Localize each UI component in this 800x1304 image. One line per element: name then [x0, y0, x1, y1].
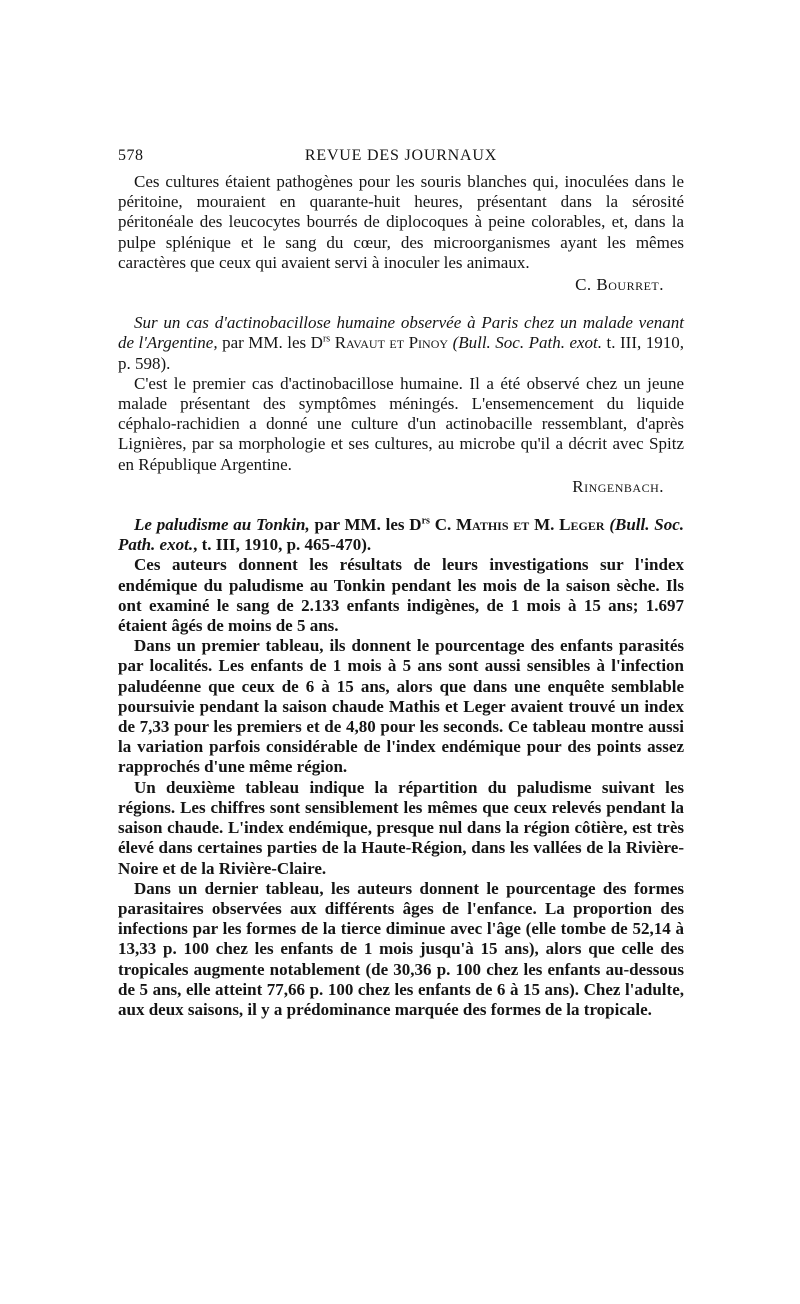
review-bourret: [118, 172, 684, 295]
review-paragraph: Ces cultures étaient pathogènes pour les souris blanches qui, inoculées dans le péritoine, mouraient en quarante-huit heures, présentant dans la sérosité péritonéale des leucocytes bourrés de diplocoques à peine colorables, et, dans la pulpe splénique et le sang du cœur, des microorganismes ayant les mêmes caractères que ceux qui avaient servi à inoculer les animaux.: [118, 172, 684, 272]
article-title: Sur un cas d'actinobacillose humaine observée à Paris chez un malade venant de l'Argentine,: [118, 313, 684, 353]
citation-details: , t. III, 1910, p. 465-470).: [193, 535, 372, 555]
page-header: [118, 146, 684, 172]
review-actinobacillose: [118, 313, 684, 497]
review-paragraph: C'est le premier cas d'actinobacillose humaine. Il a été observé chez un jeune malade présentant des symptômes méningés. L'ensemencement du liquide céphalo-rachidien a donné une culture d'un actinobacille ressemblant, d'après Lignières, par sa morphologie et ses cultures, au microbe qu'il a décrit avec Spitz en République Argentine.: [118, 373, 684, 474]
journal-page: [118, 146, 684, 1020]
authors-sup: rs: [421, 515, 430, 527]
citation-journal: (Bull. Soc. Path. exot.: [452, 333, 603, 353]
article-title: Le paludisme au Tonkin,: [134, 515, 310, 535]
review-signature: C. Bourret.: [575, 275, 664, 295]
review-heading: [118, 515, 684, 555]
review-paragraph: Dans un premier tableau, ils donnent le pourcentage des enfants parasités par localités. Les enfants de 1 mois à 5 ans sont aussi sensibles à l'infection paludéenne que ceux de 6 à 15 ans, alors que dans une enquête semblable poursuivie pendant la saison chaude Mathis et Leger avaient trouvé un index de 7,33 pour les premiers et de 4,80 pour les seconds. Ce tableau montre aussi la variation parfois considérable de l'index endémique pour des points assez rapprochés d'une même région.: [118, 636, 684, 777]
citation-journal: (Bull. Soc. Path. exot.: [118, 515, 684, 555]
review-paragraph: Un deuxième tableau indique la répartition du paludisme suivant les régions. Les chiffres sont sensiblement les mêmes que ceux relevés pendant la saison chaude. L'index endémique, presque nul dans la région côtière, est très élevé dans certaines parties de la Haute-Région, dans les vallées de la Rivière-Noire et de la Rivière-Claire.: [118, 777, 684, 878]
authors-prefix: par MM. les D: [309, 515, 422, 535]
review-paragraph: Dans un dernier tableau, les auteurs donnent le pourcentage des formes parasitaires observées aux différents âges de l'enfance. La proportion des infections par les formes de la tierce diminue avec l'âge (elle tombe de 52,14 à 13,33 p. 100 chez les enfants de 1 mois jusqu'à 15 ans), alors que celle des tropicales augmente notablement (de 30,36 p. 100 chez les enfants au-dessous de 5 ans, elle atteint 77,66 p. 100 chez les enfants de 6 à 15 ans). Chez l'adulte, aux deux saisons, il y a prédominance marquée des formes de la tropicale.: [118, 878, 684, 1019]
citation-details: t. III, 1910, p. 598).: [118, 333, 684, 373]
authors-names: Ravaut et Pinoy: [330, 333, 453, 353]
authors-names: C. Mathis et M. Leger: [429, 515, 610, 535]
review-paragraph: Ces auteurs donnent les résultats de leurs investigations sur l'index endémique du paludisme au Tonkin pendant les mois de la saison sèche. Ils ont examiné le sang de 2.133 enfants indigènes, de 1 mois à 15 ans; 1.697 étaient âgés de moins de 5 ans.: [118, 555, 684, 636]
review-signature: Ringenbach.: [572, 476, 664, 496]
authors-sup: rs: [322, 333, 331, 345]
review-paludisme: [118, 515, 684, 1020]
running-title: REVUE DES JOURNAUX: [304, 147, 498, 164]
authors-prefix: par MM. les D: [217, 333, 323, 353]
page-number: 578: [118, 147, 144, 164]
review-heading: [118, 313, 684, 374]
